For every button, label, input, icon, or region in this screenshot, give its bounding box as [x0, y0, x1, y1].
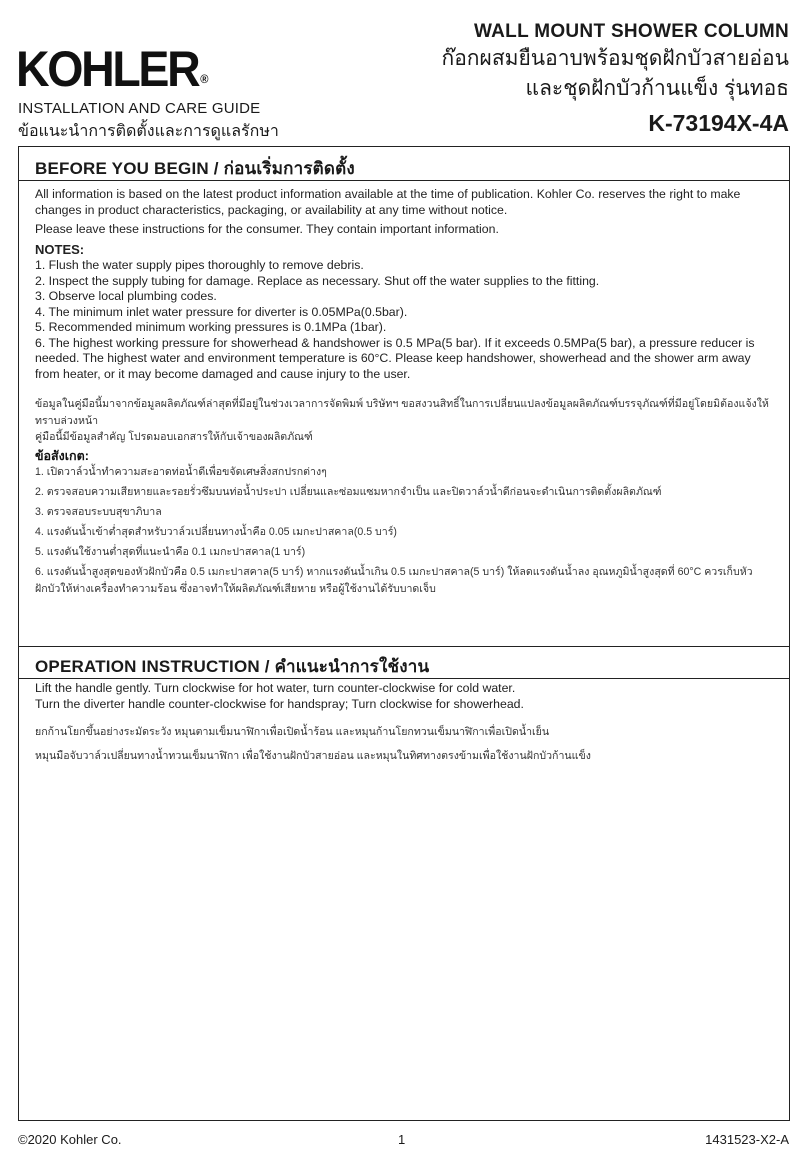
intro-paragraph: Please leave these instructions for the consumer. They contain important information.	[35, 222, 499, 236]
note-item: 1. Flush the water supply pipes thoroughly to remove debris.	[35, 258, 364, 272]
kohler-logo	[16, 41, 209, 97]
th-note-item: 1. เปิดวาล์วน้ำทำความสะอาดท่อน้ำดีเพื่อขจัดเศษสิ่งสกปรกต่างๆ	[35, 466, 327, 478]
section-title: OPERATION INSTRUCTION / คำแนะนำการใช้งาน	[35, 657, 430, 676]
section-title: BEFORE YOU BEGIN / ก่อนเริ่มการติดตั้ง	[35, 159, 355, 178]
th-intro-paragraph: คู่มือนี้มีข้อมูลสำคัญ โปรดมอบเอกสารให้กับเจ้าของผลิตภัณฑ์	[35, 431, 313, 443]
document-code: 1431523-X2-A	[705, 1132, 789, 1147]
operation-line: Lift the handle gently. Turn clockwise for hot water, turn counter-clockwise for cold water.	[35, 681, 516, 695]
th-operation-line: หมุนมือจับวาล์วเปลี่ยนทางน้ำทวนเข็มนาฬิกา เพื่อใช้งานฝักบัวสายอ่อน และหมุนในทิศทางตรงข้ามเพื่อใช้งานฝักบัวก้านแข็ง	[35, 749, 591, 762]
notes-title: NOTES:	[35, 241, 85, 257]
operation-instruction-header	[19, 646, 789, 679]
note-item: 6. The highest working pressure for showerhead & handshower is 0.5 MPa(5 bar). If it exceeds 0.5MPa(5 bar), a pressure reducer is needed. The highest water and environment temperature is 60°C. Please keep handshower, showerhead and the shower arm away from heater, or it may become damaged and cause injury to the user.	[35, 335, 755, 381]
page-number: 1	[398, 1132, 406, 1147]
product-title-block	[441, 20, 789, 140]
thai-section	[35, 396, 775, 597]
product-title-th-line-1: ก๊อกผสมยืนอาบพร้อมชุดฝักบัวสายอ่อน	[441, 47, 789, 70]
product-title-en: WALL MOUNT SHOWER COLUMN	[473, 21, 789, 42]
note-item: 5. Recommended minimum working pressures is 0.1MPa (1bar).	[35, 320, 387, 334]
copyright: ©2020 Kohler Co.	[18, 1132, 122, 1147]
note-item: 4. The minimum inlet water pressure for diverter is 0.05MPa(0.5bar).	[35, 304, 408, 319]
product-title-th-line-2: และชุดฝักบัวก้านแข็ง รุ่นทอธ	[525, 77, 789, 100]
thai-operation	[35, 724, 775, 764]
guide-title-th: ข้อแนะนำการติดตั้งและการดูแลรักษา	[18, 123, 279, 140]
model-number: K-73194X-4A	[648, 110, 789, 136]
th-note-item: 2. ตรวจสอบความเสียหายและรอยรั่วซึมบนท่อน้ำประปา เปลี่ยนและซ่อมแซมหากจำเป็น และปิดวาล์วน้ำดีก่อนจะดำเนินการติดตั้งผลิตภัณฑ์	[35, 486, 662, 498]
before-you-begin-header	[19, 147, 789, 181]
registered-mark: ®	[200, 72, 209, 86]
th-intro-paragraph: ข้อมูลในคู่มือนี้มาจากข้อมูลผลิตภัณฑ์ล่าสุดที่มีอยู่ในช่วงเวลาการจัดพิมพ์ บริษัทฯ ขอสงวนสิทธิ์ในการเปลี่ยนแปลงข้อมูลผลิตภัณฑ์บรรจุภัณฑ์ที่มีอยู่โดยมิต้องแจ้งให้ทราบล่วงหน้า	[35, 398, 769, 427]
th-note-item: 3. ตรวจสอบระบบสุขาภิบาล	[35, 506, 162, 518]
th-note-item: 4. แรงดันน้ำเข้าต่ำสุดสำหรับวาล์วเปลี่ยนทางน้ำคือ 0.05 เมกะปาสคาล(0.5 บาร์)	[35, 526, 397, 538]
brand-name: KOHLER	[16, 41, 199, 97]
note-item: 3. Observe local plumbing codes.	[35, 289, 217, 303]
intro-paragraph: All information is based on the latest product information available at the time of publication. Kohler Co. reserves the right to make changes in product characteristics, packaging, or availability at any time without notice.	[35, 187, 741, 217]
operation-instruction-body	[35, 681, 775, 771]
th-note-item: 6. แรงดันน้ำสูงสุดของหัวฝักบัวคือ 0.5 เมกะปาสคาล(5 บาร์) หากแรงดันน้ำเกิน 0.5 เมกะปาสคาล(5 บาร์) ให้ลดแรงดันน้ำลง อุณหภูมิน้ำสูงสุดที่ 60°C ควรเก็บหัวฝักบัวให้ห่างเครื่องทำความร้อน ซึ่งอาจทำให้ผลิตภัณฑ์เสียหาย หรือผู้ใช้งานได้รับบาดเจ็บ	[35, 566, 753, 595]
th-notes-list	[35, 464, 775, 597]
th-notes-title: ข้อสังเกต:	[35, 448, 89, 463]
th-note-item: 5. แรงดันใช้งานต่ำสุดที่แนะนำคือ 0.1 เมกะปาสคาล(1 บาร์)	[35, 546, 306, 558]
guide-title-en: INSTALLATION AND CARE GUIDE	[18, 100, 261, 117]
content-frame	[18, 146, 790, 1121]
notes-list	[35, 258, 775, 382]
th-operation-line: ยกก้านโยกขึ้นอย่างระมัดระวัง หมุนตามเข็มนาฬิกาเพื่อเปิดน้ำร้อน และหมุนก้านโยกทวนเข็มนาฬิกาเพื่อเปิดน้ำเย็น	[35, 726, 550, 738]
note-item: 2. Inspect the supply tubing for damage. Replace as necessary. Shut off the water supplies to the fitting.	[35, 273, 600, 288]
operation-line: Turn the diverter handle counter-clockwise for handspray; Turn clockwise for showerhead.	[35, 696, 524, 711]
before-you-begin-body	[35, 187, 775, 601]
